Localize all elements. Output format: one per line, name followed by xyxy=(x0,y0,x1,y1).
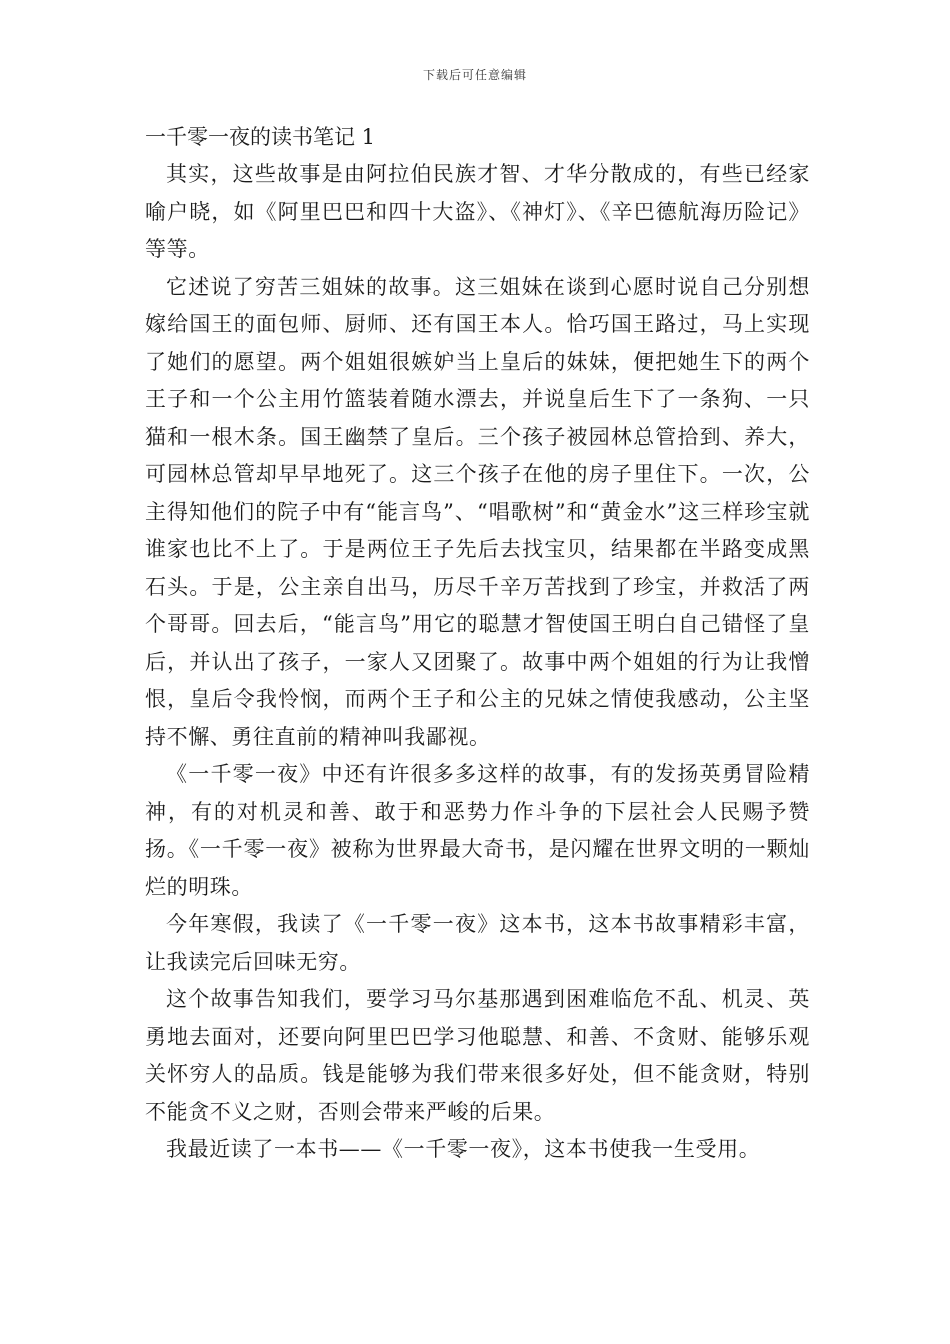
paragraph: 《一千零一夜》中还有许很多多这样的故事，有的发扬英勇冒险精神，有的对机灵和善、敢于和恶势力作斗争的下层社会人民赐予赞扬。《一千零一夜》被称为世界最大奇书，是闪耀在世界文明的一颗灿烂的明珠。 xyxy=(145,762,810,899)
document-title: 一千零一夜的读书笔记 1 xyxy=(145,125,376,149)
paragraph: 其实，这些故事是由阿拉伯民族才智、才华分散成的，有些已经家喻户晓，如《阿里巴巴和四十大盗》、《神灯》、《辛巴德航海历险记》等等。 xyxy=(145,162,810,261)
paragraph: 今年寒假，我读了《一千零一夜》这本书，这本书故事精彩丰富，让我读完后回味无穷。 xyxy=(145,912,810,974)
page-header-note: 下载后可任意编辑 xyxy=(422,68,527,82)
paragraph: 它述说了穷苦三姐妹的故事。这三姐妹在谈到心愿时说自己分别想嫁给国王的面包师、厨师、还有国王本人。恰巧国王路过，马上实现了她们的愿望。两个姐姐很嫉妒当上皇后的妹妹，便把她生下的两个王子和一个公主用竹篮装着随水漂去，并说皇后生下了一条狗、一只猫和一根木条。国王幽禁了皇后。三个孩子被园林总管拾到、养大，可园林总管却早早地死了。这三个孩子在他的房子里住下。一次，公主得知他们的院子中有“能言鸟”、“唱歌树”和“黄金水”这三样珍宝就谁家也比不上了。于是两位王子先后去找宝贝，结果都在半路变成黑石头。于是，公主亲自出马，历尽千辛万苦找到了珍宝，并救活了两个哥哥。回去后，“能言鸟”用它的聪慧才智使国王明白自己错怪了皇后，并认出了孩子，一家人又团聚了。故事中两个姐姐的行为让我憎恨，皇后令我怜悯，而两个王子和公主的兄妹之情使我感动，公主坚持不懈、勇往直前的精神叫我鄙视。 xyxy=(145,274,810,749)
document-body xyxy=(145,118,810,1169)
paragraph: 这个故事告知我们，要学习马尔基那遇到困难临危不乱、机灵、英勇地去面对，还要向阿里巴巴学习他聪慧、和善、不贪财、能够乐观关怀穷人的品质。钱是能够为我们带来很多好处，但不能贪财，特别不能贪不义之财，否则会带来严峻的后果。 xyxy=(145,987,810,1124)
paragraph: 我最近读了一本书——《一千零一夜》，这本书使我一生受用。 xyxy=(166,1137,761,1161)
